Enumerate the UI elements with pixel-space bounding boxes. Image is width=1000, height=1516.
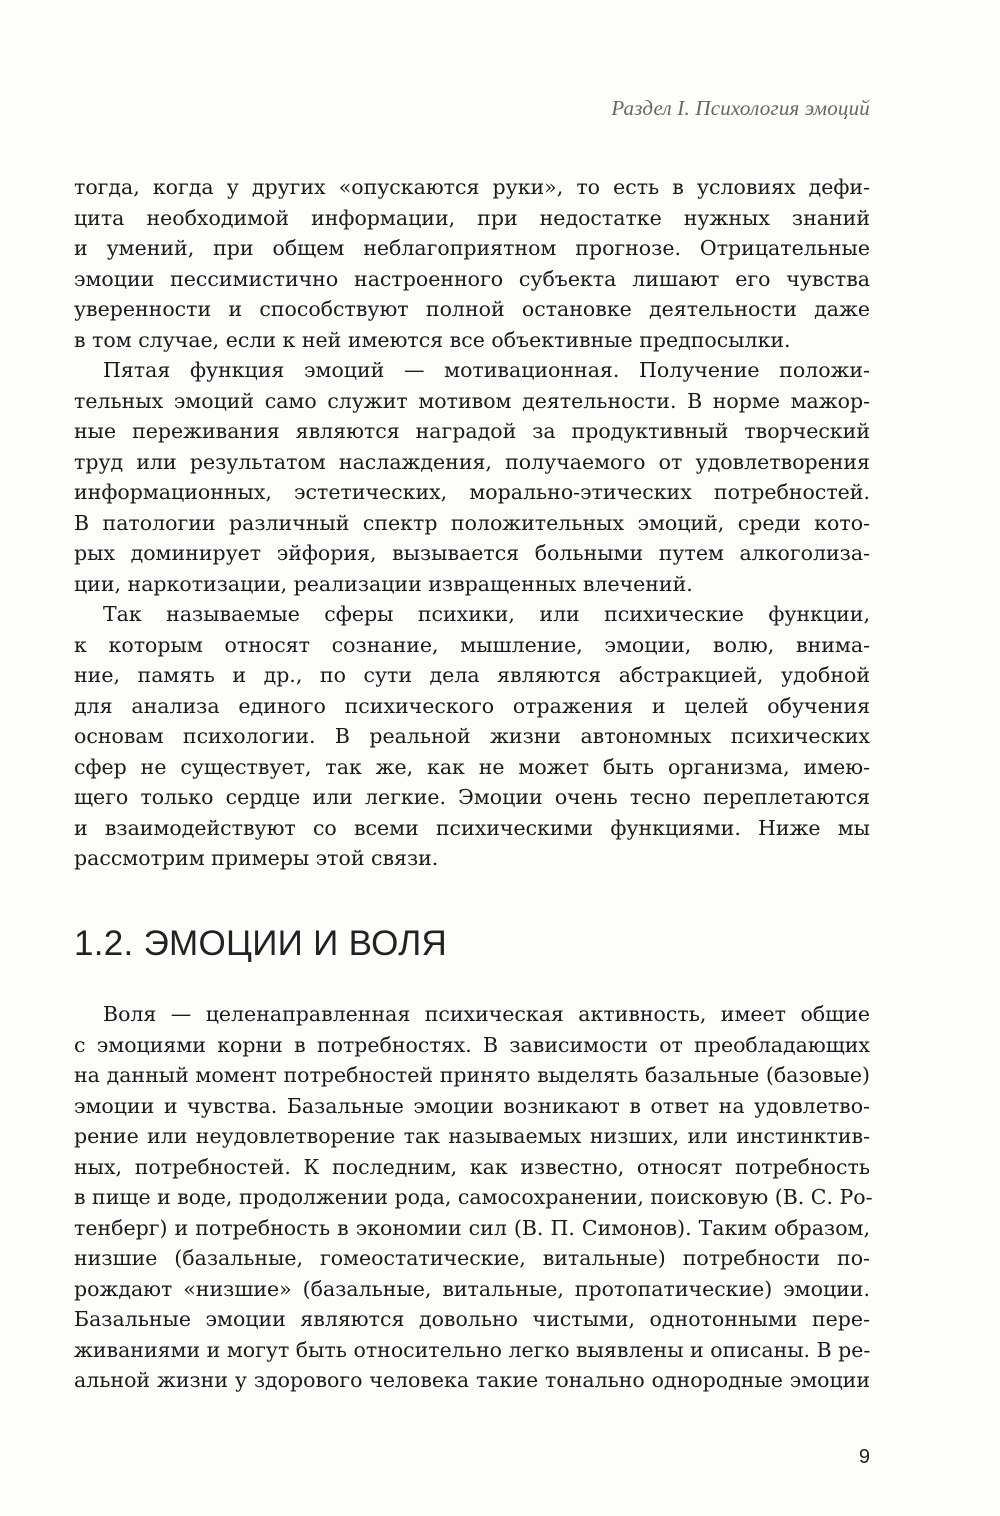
text-line: рых доминирует эйфория, вызывается больными путем алкоголиза- bbox=[74, 541, 870, 565]
text-line: рождают «низшие» (базальные, витальные, протопатические) эмоции. bbox=[74, 1276, 870, 1301]
paragraph-continuation bbox=[74, 172, 870, 355]
text-block-top bbox=[74, 172, 870, 874]
text-line: эмоции и чувства. Базальные эмоции возникают в ответ на удовлетво- bbox=[74, 1093, 870, 1118]
text-line: для анализа единого психического отражения и целей обучения bbox=[74, 693, 870, 718]
text-line: низшие (базальные, гомеостатические, витальные) потребности по- bbox=[74, 1246, 870, 1270]
text-line: основам психологии. В реальной жизни автономных психических bbox=[74, 724, 870, 748]
text-line: сфер не существует, так же, как не может быть организма, имею- bbox=[74, 754, 870, 779]
text-line: ных, потребностей. К последним, как известно, относят потребность bbox=[74, 1154, 870, 1179]
paragraph-will bbox=[74, 999, 873, 1396]
text-line: ные переживания являются наградой за продуктивный творческий bbox=[74, 419, 870, 443]
running-head: Раздел I. Психология эмоций bbox=[611, 96, 870, 120]
section-heading: 1.2. ЭМОЦИИ И ВОЛЯ bbox=[74, 924, 448, 963]
text-line: ние, память и др., по сути дела являются абстракцией, удобной bbox=[74, 663, 870, 687]
text-line: в том случае, если к ней имеются все объективные предпосылки. bbox=[74, 327, 791, 352]
page-number: 9 bbox=[858, 1446, 870, 1468]
text-line: уверенности и способствуют полной остановке деятельности даже bbox=[74, 297, 870, 321]
text-line: в пище и воде, продолжении рода, самосохранении, поисковую (В. С. Ро- bbox=[74, 1185, 873, 1209]
text-line: к которым относят сознание, мышление, эмоции, волю, внима- bbox=[74, 632, 870, 657]
text-line: Пятая функция эмоций — мотивационная. Получение положи- bbox=[103, 358, 870, 382]
text-line: Воля — целенаправленная психическая активность, имеет общие bbox=[103, 1002, 870, 1026]
text-line: тогда, когда у других «опускаются руки», то есть в условиях дефи- bbox=[74, 175, 870, 199]
text-line: живаниями и могут быть относительно легко выявлены и описаны. В ре- bbox=[74, 1337, 871, 1362]
text-line: тенберг) и потребность в экономии сил (В. П. Симонов). Таким образом, bbox=[74, 1215, 870, 1240]
text-line: информационных, эстетических, морально-этических потребностей. bbox=[74, 480, 870, 504]
text-line: В патологии различный спектр положительных эмоций, среди кото- bbox=[74, 510, 870, 535]
text-line: на данный момент потребностей принято выделять базальные (базовые) bbox=[74, 1063, 870, 1087]
text-line: ции, наркотизации, реализации извращенных влечений. bbox=[74, 571, 693, 596]
text-line: щего только сердце или легкие. Эмоции очень тесно переплетаются bbox=[74, 785, 870, 809]
text-line: Так называемые сферы психики, или психические функции, bbox=[103, 602, 870, 626]
paragraph-motivational-function bbox=[74, 355, 870, 599]
text-line: Базальные эмоции являются довольно чистыми, однотонными пере- bbox=[74, 1307, 870, 1331]
text-line: альной жизни у здорового человека такие тонально однородные эмоции bbox=[74, 1368, 870, 1392]
text-line: эмоции пессимистично настроенного субъекта лишают его чувства bbox=[74, 266, 870, 291]
text-line: с эмоциями корни в потребностях. В зависимости от преобладающих bbox=[74, 1032, 870, 1057]
text-line: рение или неудовлетворение так называемых низших, или инстинктив- bbox=[74, 1124, 870, 1148]
text-line: и умений, при общем неблагоприятном прогнозе. Отрицательные bbox=[74, 236, 870, 260]
text-line: и взаимодействуют со всеми психическими функциями. Ниже мы bbox=[74, 815, 870, 840]
text-line: рассмотрим примеры этой связи. bbox=[74, 846, 439, 870]
text-line: тельных эмоций само служит мотивом деятельности. В норме мажор- bbox=[74, 388, 870, 413]
text-block-bottom bbox=[74, 999, 873, 1396]
paragraph-psyche-spheres bbox=[74, 599, 870, 874]
text-line: труд или результатом наслаждения, получаемого от удовлетворения bbox=[74, 449, 870, 474]
text-line: цита необходимой информации, при недостатке нужных знаний bbox=[74, 205, 870, 230]
